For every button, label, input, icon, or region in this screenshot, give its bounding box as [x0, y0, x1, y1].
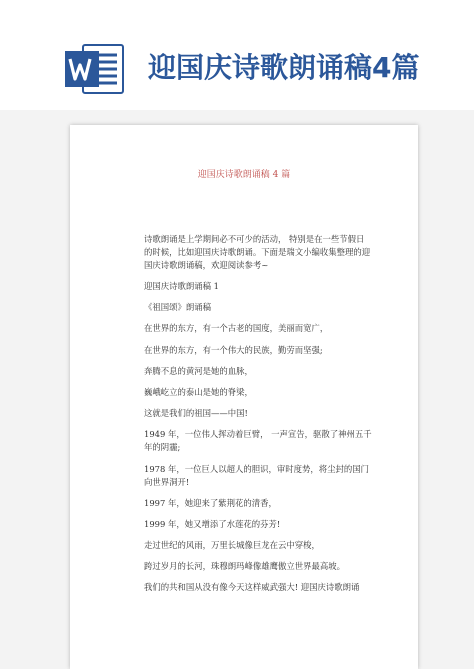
intro-paragraph: 诗歌朗诵是上学期间必不可少的活动， 特别是在一些节假日的时候，比如迎国庆诗歌朗诵。下面是瑞文小编收集整理的迎国庆诗歌朗诵稿，欢迎阅读参考~: [144, 234, 371, 270]
poem-line: 1949 年，一位伟人挥动着巨臂， 一声宣告，驱散了神州五千年的阴霾;: [144, 429, 372, 453]
poem-line: 1999 年，她又增添了水莲花的芬芳!: [144, 518, 281, 529]
poem-line: 这就是我们的祖国——中国!: [144, 408, 248, 419]
poem-line: 巍峨屹立的泰山是她的脊梁，: [144, 386, 253, 397]
word-icon: [63, 41, 125, 97]
poem-line: 奔腾不息的黄河是她的血脉，: [144, 365, 253, 376]
document-body: [144, 233, 372, 603]
document-page: [70, 125, 418, 669]
header-banner: [0, 0, 474, 118]
header-title: 迎国庆诗歌朗诵稿4篇: [148, 51, 420, 84]
poem-line: 1978 年，一位巨人以超人的胆识，审时度势，将尘封的国门向世界洞开!: [144, 463, 369, 487]
section-heading: 迎国庆诗歌朗诵稿 1: [144, 281, 219, 291]
document-title: 迎国庆诗歌朗诵稿 4 篇: [197, 170, 291, 180]
poem-line: 跨过岁月的长河，珠穆朗玛峰像雄鹰傲立世界最高坡。: [144, 561, 345, 572]
poem-title: 《祖国颂》朗诵稿: [144, 302, 211, 313]
poem-line: 1997 年，她迎来了紫荆花的清香，: [144, 497, 277, 508]
poem-line: 在世界的东方，有一个古老的国度，美丽而宽广，: [144, 323, 329, 334]
poem-line: 走过世纪的风雨，万里长城像巨龙在云中穿梭，: [144, 540, 320, 551]
poem-line: 我们的共和国从没有像今天这样威武强大! 迎国庆诗歌朗诵: [144, 582, 360, 593]
poem-line: 在世界的东方，有一个伟大的民族，勤劳而坚强;: [144, 344, 323, 355]
